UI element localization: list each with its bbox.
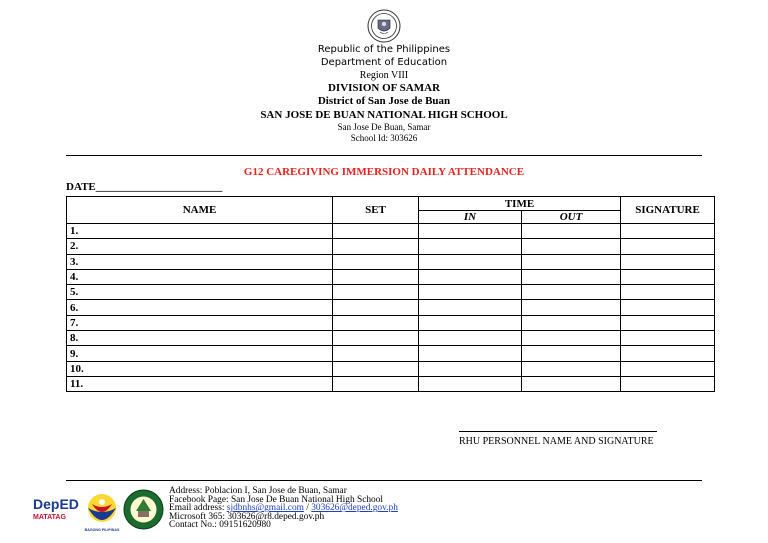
bagong-pilipinas-icon [82,492,122,530]
header-school-id: School Id: 303626 [350,133,418,143]
set-cell[interactable] [333,315,419,330]
row-number-cell: 5. [67,285,333,300]
time-in-cell[interactable] [419,269,522,284]
time-in-cell[interactable] [419,254,522,269]
signature-line [459,431,657,432]
deped-matatag-logo [33,497,77,523]
matatag-logo-text: MATATAG [33,514,66,521]
row-number-cell: 4. [67,269,333,284]
table-row [67,269,715,284]
time-in-cell[interactable] [419,315,522,330]
table-row [67,300,715,315]
set-cell[interactable] [333,346,419,361]
set-cell[interactable] [333,300,419,315]
footer-email-separator: / [303,503,312,514]
row-number-cell: 2. [67,239,333,254]
time-out-cell[interactable] [522,361,621,376]
row-number-cell: 9. [67,346,333,361]
table-row [67,254,715,269]
table-row [67,315,715,330]
footer-contact-block [169,487,398,530]
row-number-cell: 11. [67,376,333,391]
time-in-cell[interactable] [419,346,522,361]
set-cell[interactable] [333,224,419,239]
bagong-pilipinas-label: BAGONG PILIPINAS [84,528,120,532]
time-in-cell[interactable] [419,376,522,391]
deped-seal-icon [367,9,401,43]
header-division: DIVISION OF SAMAR [327,82,441,94]
time-out-cell[interactable] [522,331,621,346]
table-row [67,331,715,346]
signature-cell[interactable] [621,376,715,391]
row-number-cell: 1. [67,224,333,239]
attendance-table [66,196,715,392]
header-republic: Republic of the Philippines [317,44,451,55]
col-set-header: SET [333,197,419,224]
time-out-cell[interactable] [522,224,621,239]
footer-divider [66,480,702,481]
signature-cell[interactable] [621,331,715,346]
signature-cell[interactable] [621,300,715,315]
signature-label: RHU PERSONNEL NAME AND SIGNATURE [459,436,654,447]
table-row [67,376,715,391]
signature-cell[interactable] [621,285,715,300]
col-time-header: TIME [419,197,621,211]
table-row [67,224,715,239]
time-in-cell[interactable] [419,239,522,254]
footer-microsoft: Microsoft 365: 303626@r8.deped.gov.ph [169,511,325,522]
row-number-cell: 6. [67,300,333,315]
col-signature-header: SIGNATURE [621,197,715,224]
signature-cell[interactable] [621,315,715,330]
set-cell[interactable] [333,269,419,284]
time-out-cell[interactable] [522,269,621,284]
header-address: San Jose De Buan, Samar [337,122,431,132]
header-department: Department of Education [320,57,448,68]
time-out-cell[interactable] [522,315,621,330]
signature-cell[interactable] [621,254,715,269]
footer-email-label: Email address: [169,503,227,514]
time-out-cell[interactable] [522,376,621,391]
signature-cell[interactable] [621,361,715,376]
set-cell[interactable] [333,285,419,300]
set-cell[interactable] [333,376,419,391]
time-in-cell[interactable] [419,300,522,315]
signature-cell[interactable] [621,346,715,361]
row-number-cell: 7. [67,315,333,330]
attendance-title: G12 CAREGIVING IMMERSION DAILY ATTENDANCE [243,166,525,178]
set-cell[interactable] [333,254,419,269]
time-out-cell[interactable] [522,346,621,361]
row-number-cell: 10. [67,361,333,376]
table-row [67,346,715,361]
time-in-cell[interactable] [419,361,522,376]
signature-cell[interactable] [621,269,715,284]
date-field[interactable]: DATE_______________________ [66,181,223,193]
time-out-cell[interactable] [522,300,621,315]
time-out-cell[interactable] [522,239,621,254]
footer-address: Address: Poblacion I, San Jose de Buan, Samar [169,486,347,496]
header-school: SAN JOSE DE BUAN NATIONAL HIGH SCHOOL [260,109,508,121]
header-region: Region VIII [359,70,409,81]
school-seal-icon [123,489,164,530]
col-in-header: IN [419,211,522,224]
table-row [67,361,715,376]
table-row [67,239,715,254]
email-link-gmail[interactable]: sjdbnhs@gmail.com [226,503,304,514]
table-header-row [67,197,715,211]
table-row [67,285,715,300]
time-in-cell[interactable] [419,224,522,239]
col-name-header: NAME [67,197,333,224]
time-in-cell[interactable] [419,331,522,346]
time-out-cell[interactable] [522,285,621,300]
set-cell[interactable] [333,239,419,254]
set-cell[interactable] [333,361,419,376]
footer-contact: Contact No.: 09151620980 [169,520,271,531]
set-cell[interactable] [333,331,419,346]
header-divider [66,155,702,156]
time-in-cell[interactable] [419,285,522,300]
signature-cell[interactable] [621,239,715,254]
row-number-cell: 8. [67,331,333,346]
col-out-header: OUT [522,211,621,224]
footer-facebook: Facebook Page: San Jose De Buan National High School [169,494,384,505]
row-number-cell: 3. [67,254,333,269]
header-district: District of San Jose de Buan [317,95,451,107]
deped-logo-text: DepED [33,496,79,512]
email-link-deped[interactable]: 303626@deped.gov.ph [311,503,398,514]
time-out-cell[interactable] [522,254,621,269]
signature-cell[interactable] [621,224,715,239]
